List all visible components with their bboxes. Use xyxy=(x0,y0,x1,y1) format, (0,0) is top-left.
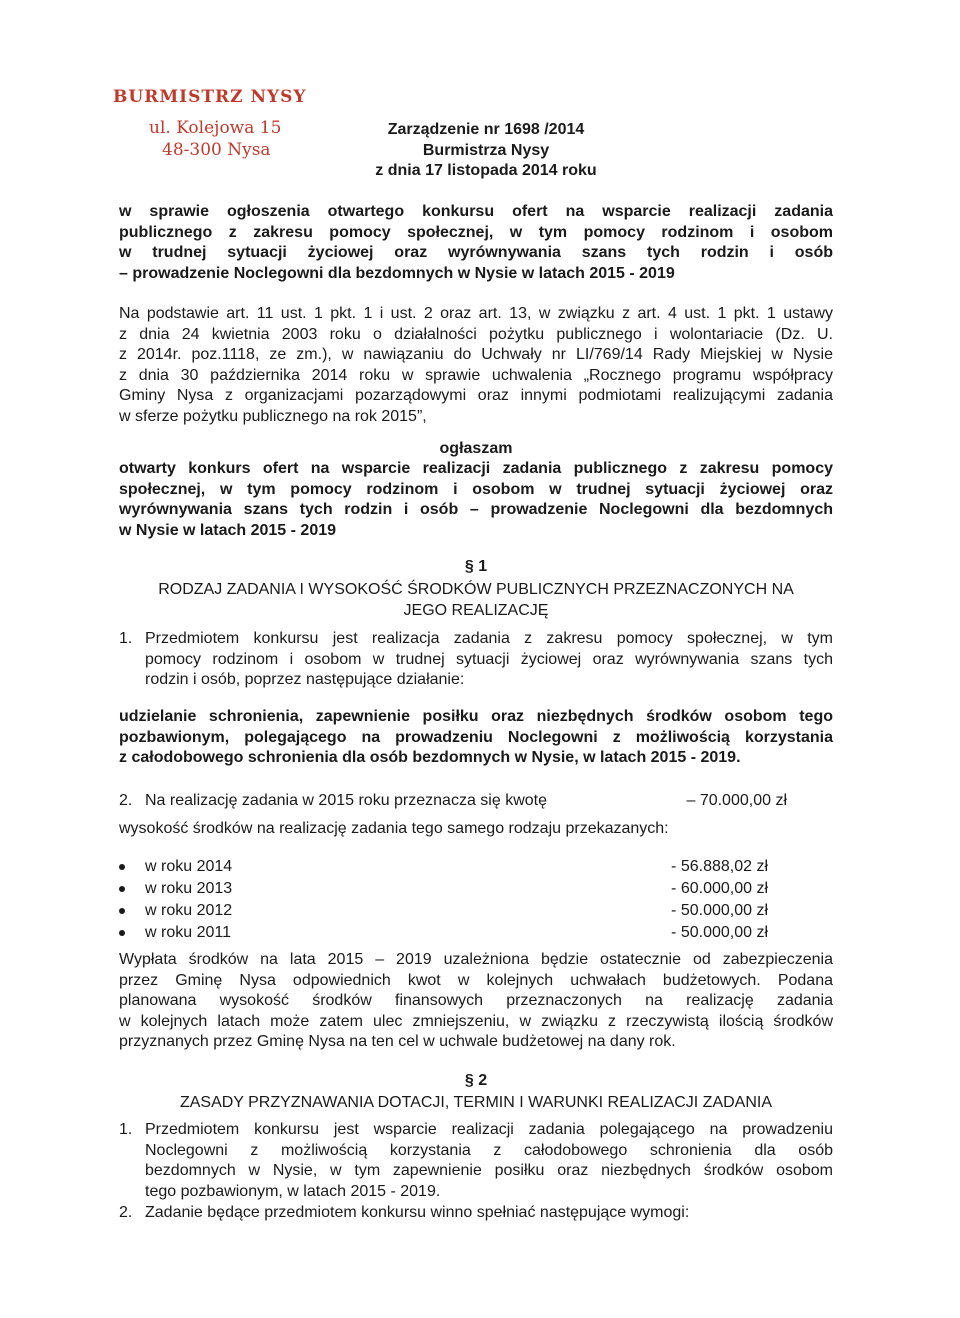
task-line: udzielanie schronienia, zapewnienie posiłku oraz niezbędnych środków osobom tego xyxy=(119,708,833,725)
bullet-icon xyxy=(119,864,125,870)
legal-basis-line: w sferze pożytku publicznego na rok 2015”, xyxy=(119,407,427,425)
task-line: z całodobowego schronienia dla osób bezdomnych w Nysie, w latach 2015 - 2019. xyxy=(119,749,741,766)
section-1-heading-line: JEGO REALIZACJĘ xyxy=(403,601,549,619)
bullet-icon xyxy=(119,886,125,892)
section-2-point-2 xyxy=(119,1203,833,1224)
section-1-point-2 xyxy=(119,790,833,811)
document-date: z dnia 17 listopada 2014 roku xyxy=(375,162,597,179)
document-author: Burmistrza Nysy xyxy=(422,141,550,159)
section-2-point-2-text: Zadanie będące przedmiotem konkursu winno spełniać następujące wymogi: xyxy=(145,1204,690,1221)
subject-line: w trudnej sytuacji życiowej oraz wyrównywania szans tych rodzin i osób xyxy=(119,244,833,261)
funds-year: w roku 2011 xyxy=(145,924,231,941)
point-number: 2. xyxy=(119,1204,133,1221)
subject-line: – prowadzenie Noclegowni dla bezdomnych w Nysie w latach 2015 - 2019 xyxy=(119,264,675,282)
payment-line: planowana wysokość środków finansowych przeznaczonych na realizację zadania xyxy=(119,992,833,1009)
allocation-amount: – 70.000,00 zł xyxy=(686,792,787,809)
funds-amount: - 50.000,00 zł xyxy=(671,924,768,941)
funds-amount: - 50.000,00 zł xyxy=(671,902,768,919)
section-1-mark: § 1 xyxy=(464,558,488,575)
subject-line: publicznego z zakresu pomocy społecznej, w tym pomocy rodzinom i osobom xyxy=(119,223,833,241)
funds-amount: - 56.888,02 zł xyxy=(671,858,768,875)
document-title: Zarządzenie nr 1698 /2014 xyxy=(387,121,585,138)
section-2-point-1-line: tego pozbawionym, w latach 2015 - 2019. xyxy=(145,1182,441,1200)
section-2-point-1 xyxy=(119,1120,833,1202)
funds-list-item xyxy=(119,922,833,944)
bullet-icon xyxy=(119,930,125,936)
section-1-point-1 xyxy=(119,629,833,691)
stamp-street: ul. Kolejowa 15 xyxy=(149,118,282,138)
legal-basis-line: Na podstawie art. 11 ust. 1 pkt. 1 i ust. 2 oraz art. 13, w związku z art. 4 ust. 1 pkt. 1 ustawy xyxy=(119,305,833,322)
legal-basis-line: z 2014r. poz.1118, ze zm.), w nawiązaniu do Uchwały nr LI/769/14 Rady Miejskiej w Nysie xyxy=(119,346,833,363)
previous-funds-label: wysokość środków na realizację zadania tego samego rodzaju przekazanych: xyxy=(119,820,669,837)
payment-line: przyznanych przez Gminę Nysa na ten cel w uchwale budżetowej na dany rok. xyxy=(119,1033,676,1050)
bullet-icon xyxy=(119,908,125,914)
task-description xyxy=(119,707,833,769)
point-1-line: pomocy rodzinom i osobom w trudnej sytuacji życiowej oraz wyrównywania szans tych xyxy=(145,650,833,668)
section-1-heading-line: RODZAJ ZADANIA I WYSOKOŚĆ ŚRODKÓW PUBLICZNYCH PRZEZNACZONYCH NA xyxy=(158,581,794,598)
funds-list-item xyxy=(119,900,833,922)
point-number: 2. xyxy=(119,792,133,809)
payment-line: Wypłata środków na lata 2015 – 2019 uzależniona będzie ostatecznie od zabezpieczenia xyxy=(119,951,833,968)
legal-basis-line: Gminy Nysa z organizacjami pozarządowymi oraz innymi podmiotami realizującymi zadania xyxy=(119,387,833,404)
stamp-city: 48-300 Nysa xyxy=(162,140,271,160)
legal-basis xyxy=(119,304,833,427)
stamp-office-name: BURMISTRZ NYSY xyxy=(113,87,307,107)
funds-list-item xyxy=(119,856,833,878)
document-subject xyxy=(119,202,833,284)
payment-line: w kolejnych latach może zatem ulec zmniejszeniu, w związku z rzeczywistą ilością środków xyxy=(119,1012,833,1030)
section-2-mark: § 2 xyxy=(464,1072,488,1089)
legal-basis-line: z dnia 30 października 2014 roku w sprawie uchwalenia „Rocznego programu współpracy xyxy=(119,366,833,384)
point-1-line: Przedmiotem konkursu jest realizacja zadania z zakresu pomocy społecznej, w tym xyxy=(145,630,833,647)
section-2-point-1-line: bezdomnych w Nysie, w tym zapewnienie posiłku oraz niezbędnych środków osobom xyxy=(145,1162,833,1179)
competition-line: wyrównywania szans tych rodzin i osób – prowadzenie Noclegowni dla bezdomnych xyxy=(119,501,833,518)
allocation-label: Na realizację zadania w 2015 roku przeznacza się kwotę xyxy=(145,792,547,809)
competition-statement xyxy=(119,459,833,541)
legal-basis-line: z dnia 24 kwietnia 2003 roku o działalności pożytku publicznego i wolontariacie (Dz. U. xyxy=(119,325,833,343)
competition-line: społecznej, w tym pomocy rodzinom i osobom w trudnej sytuacji życiowej oraz xyxy=(119,480,833,498)
announce-heading: ogłaszam xyxy=(439,440,513,457)
point-number: 1. xyxy=(119,1121,133,1138)
office-stamp xyxy=(113,86,313,161)
competition-line: otwarty konkurs ofert na wsparcie realizacji zadania publicznego z zakresu pomocy xyxy=(119,460,833,477)
funds-list-item xyxy=(119,878,833,900)
section-2-heading: ZASADY PRZYZNAWANIA DOTACJI, TERMIN I WARUNKI REALIZACJI ZADANIA xyxy=(179,1094,773,1111)
funds-year: w roku 2013 xyxy=(145,880,233,897)
point-1-line: rodzin i osób, poprzez następujące działanie: xyxy=(145,671,465,688)
payment-paragraph xyxy=(119,950,833,1053)
funds-year: w roku 2014 xyxy=(145,858,233,875)
funds-amount: - 60.000,00 zł xyxy=(671,880,768,897)
funds-year: w roku 2012 xyxy=(145,902,233,919)
payment-line: przez Gminę Nysa odpowiednich kwot w kolejnych uchwałach budżetowych. Podana xyxy=(119,971,833,989)
document-title-block xyxy=(306,120,666,182)
point-number: 1. xyxy=(119,630,133,647)
subject-line: w sprawie ogłoszenia otwartego konkursu ofert na wsparcie realizacji zadania xyxy=(119,203,833,220)
section-2-point-1-line: Noclegowni z możliwością korzystania z całodobowego schronienia dla osób xyxy=(145,1141,833,1159)
task-line: pozbawionym, polegającego na prowadzeniu Noclegowni z możliwością korzystania xyxy=(119,728,833,746)
section-1-heading xyxy=(119,580,833,621)
section-2-point-1-line: Przedmiotem konkursu jest wsparcie realizacji zadania polegającego na prowadzeniu xyxy=(145,1121,833,1138)
competition-line: w Nysie w latach 2015 - 2019 xyxy=(119,521,337,539)
